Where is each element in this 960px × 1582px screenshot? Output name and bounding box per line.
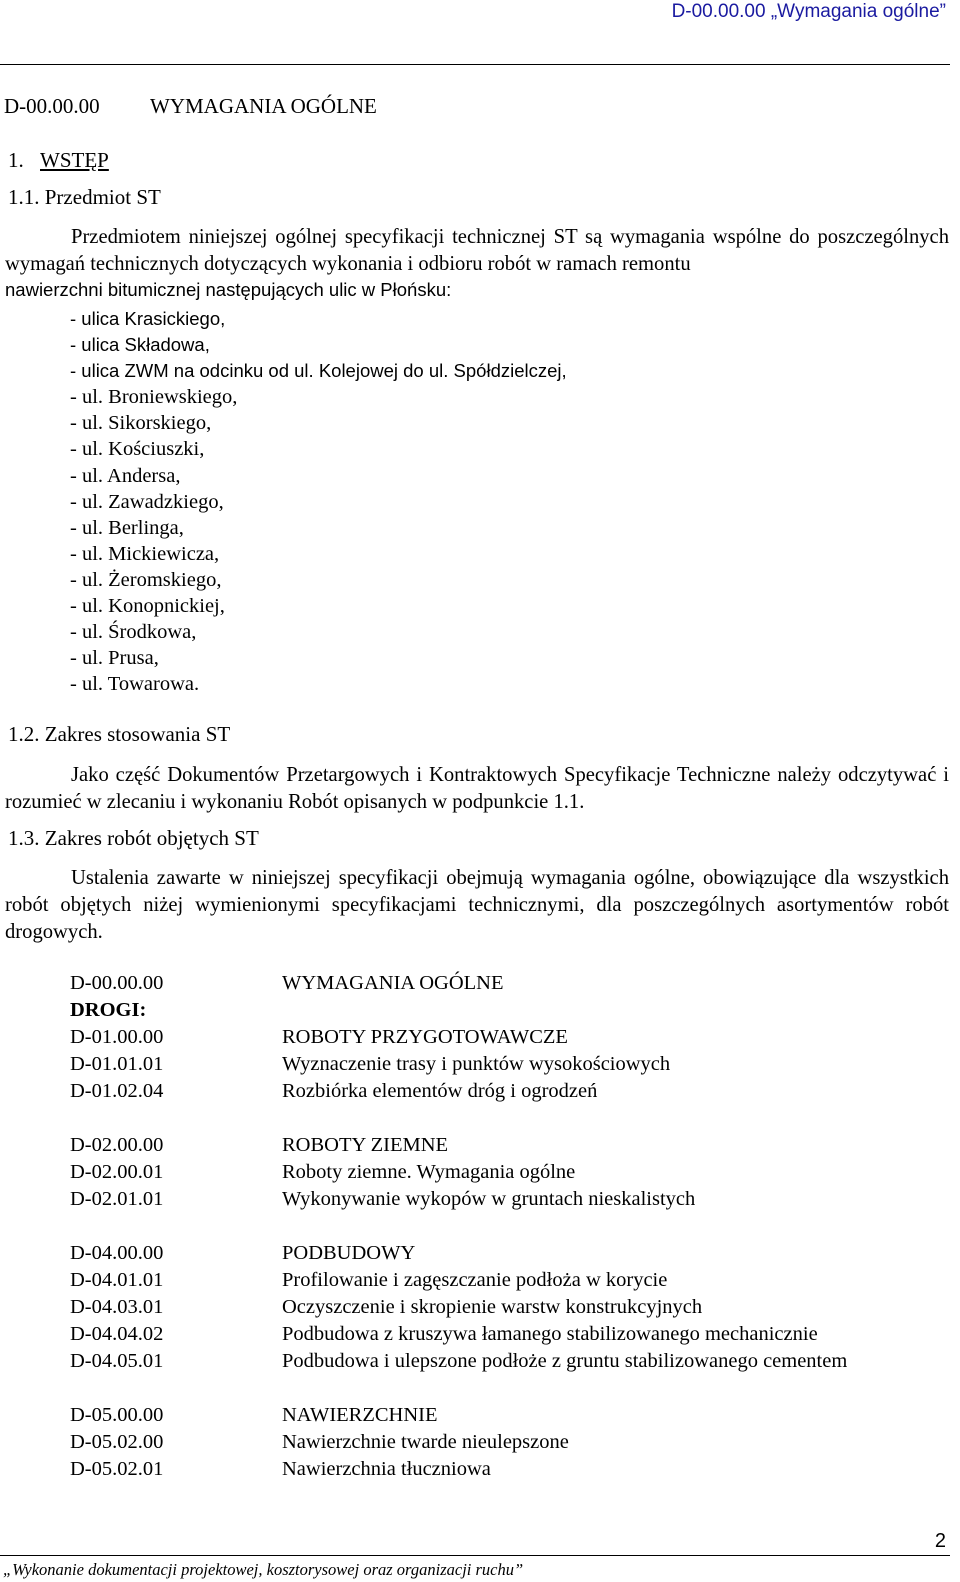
- spec-code: D-04.03.01: [70, 1296, 164, 1318]
- spec-code: D-04.05.01: [70, 1350, 164, 1372]
- street-list-item: - ulica ZWM na odcinku od ul. Kolejowej do ul. Spółdzielczej,: [70, 360, 567, 382]
- spec-code: D-04.01.01: [70, 1269, 164, 1291]
- section-title: WSTĘP: [40, 148, 109, 172]
- section-number: 1.: [8, 148, 24, 172]
- spec-code: D-02.00.01: [70, 1161, 164, 1183]
- spec-group-label: DROGI:: [70, 999, 147, 1021]
- spec-name: Rozbiórka elementów dróg i ogrodzeń: [282, 1080, 598, 1102]
- spec-row: [70, 999, 847, 1026]
- header-divider: [0, 64, 950, 65]
- street-list-item: - ul. Kościuszki,: [70, 438, 205, 461]
- spec-spacer: [70, 1215, 847, 1242]
- spec-name: Oczyszczenie i skropienie warstw konstrukcyjnych: [282, 1296, 703, 1318]
- spec-name: Roboty ziemne. Wymagania ogólne: [282, 1161, 576, 1183]
- paragraph-1-1-text: Przedmiotem niniejszej ogólnej specyfikacji technicznej ST są wymagania wspólne do poszczególnych wymagań technicznych dotyczących wykonania i odbioru robót w ramach remontu: [5, 226, 949, 275]
- spec-name: Podbudowa i ulepszone podłoże z gruntu stabilizowanego cementem: [282, 1350, 848, 1372]
- spec-name: PODBUDOWY: [282, 1242, 416, 1264]
- page-number: 2: [934, 1530, 946, 1552]
- spec-row: [70, 1269, 847, 1296]
- spec-name: ROBOTY ZIEMNE: [282, 1134, 449, 1156]
- spec-code: D-05.00.00: [70, 1404, 164, 1426]
- spec-row: [70, 1134, 847, 1161]
- spec-code: D-01.01.01: [70, 1053, 164, 1075]
- spec-name: Wykonywanie wykopów w gruntach nieskalistych: [282, 1188, 696, 1210]
- street-list-item: - ul. Sikorskiego,: [70, 412, 212, 435]
- street-list-item: - ul. Żeromskiego,: [70, 568, 222, 591]
- document-title-text: WYMAGANIA OGÓLNE: [150, 94, 377, 118]
- subsection-heading-1-1: 1.1. Przedmiot ST: [8, 185, 161, 209]
- spec-row: [70, 1404, 847, 1431]
- spec-name: [282, 999, 847, 1026]
- subsection-heading-1-2: 1.2. Zakres stosowania ST: [8, 722, 231, 746]
- spec-code: D-00.00.00: [70, 972, 164, 994]
- spec-code: D-02.01.01: [70, 1188, 164, 1210]
- spec-code: D-02.00.00: [70, 1134, 164, 1156]
- spec-spacer: [70, 1377, 847, 1404]
- spec-row: [70, 1350, 847, 1377]
- street-list-item: - ul. Prusa,: [70, 647, 159, 670]
- paragraph-1-1-line3: nawierzchni bitumicznej następujących ulic w Płońsku:: [5, 279, 452, 300]
- spec-name: NAWIERZCHNIE: [282, 1404, 438, 1426]
- street-list-item: - ul. Mickiewicza,: [70, 542, 220, 565]
- spec-code: D-05.02.00: [70, 1431, 164, 1453]
- paragraph-1-2-text: Jako część Dokumentów Przetargowych i Kontraktowych Specyfikacje Techniczne należy odczytywać i rozumieć w zlecaniu i wykonaniu Robót opisanych w podpunkcie 1.1.: [5, 764, 949, 813]
- paragraph-1-3-text: Ustalenia zawarte w niniejszej specyfikacji obejmują wymagania ogólne, obowiązujące dla wszystkich robót objętych niżej wymienionymi specyfikacjami technicznymi, dla poszczególnych asortymentów robót drogowych.: [5, 867, 949, 943]
- street-list-item: - ul. Broniewskiego,: [70, 386, 238, 409]
- spec-row: [70, 1242, 847, 1269]
- spec-code: D-01.02.04: [70, 1080, 164, 1102]
- street-list-item: - ul. Zawadzkiego,: [70, 490, 224, 513]
- document-title: [4, 94, 377, 119]
- paragraph-1-3: [5, 865, 949, 946]
- subsection-heading-1-3: 1.3. Zakres robót objętych ST: [8, 826, 259, 850]
- street-list-item: - ulica Krasickiego,: [70, 308, 226, 329]
- spec-name: Podbudowa z kruszywa łamanego stabilizowanego mechanicznie: [282, 1323, 818, 1345]
- spec-row: [70, 1458, 847, 1485]
- spec-code: D-01.00.00: [70, 1026, 164, 1048]
- footer-divider: [0, 1555, 950, 1556]
- street-list-item: - ulica Składowa,: [70, 334, 210, 356]
- paragraph-1-1: [5, 224, 949, 278]
- spec-row: [70, 1053, 847, 1080]
- spec-name: ROBOTY PRZYGOTOWAWCZE: [282, 1026, 568, 1048]
- street-list-item: - ul. Berlinga,: [70, 516, 184, 539]
- street-list-item: - ul. Środkowa,: [70, 621, 197, 644]
- spec-row: [70, 972, 847, 999]
- spec-code: D-04.00.00: [70, 1242, 164, 1264]
- spec-name: Profilowanie i zagęszczanie podłoża w korycie: [282, 1269, 668, 1291]
- spec-name: Wyznaczenie trasy i punktów wysokościowych: [282, 1053, 671, 1075]
- specification-list: [70, 972, 847, 1485]
- document-code: D-00.00.00: [4, 94, 100, 118]
- paragraph-1-2: [5, 762, 949, 816]
- street-list-item: - ul. Andersa,: [70, 464, 181, 487]
- spec-name: WYMAGANIA OGÓLNE: [282, 972, 504, 994]
- spec-row: [70, 1026, 847, 1053]
- street-list: [70, 306, 567, 697]
- spec-row: [70, 1080, 847, 1107]
- spec-row: [70, 1188, 847, 1215]
- spec-name: Nawierzchnie twarde nieulepszone: [282, 1431, 569, 1453]
- spec-code: D-04.04.02: [70, 1323, 164, 1345]
- section-heading-1: [8, 148, 109, 173]
- spec-code: D-05.02.01: [70, 1458, 164, 1480]
- street-list-item: - ul. Konopnickiej,: [70, 595, 225, 618]
- spec-row: [70, 1323, 847, 1350]
- spec-row: [70, 1296, 847, 1323]
- spec-spacer: [70, 1107, 847, 1134]
- footer-text: „Wykonanie dokumentacji projektowej, kosztorysowej oraz organizacji ruchu”: [3, 1560, 524, 1579]
- spec-row: [70, 1161, 847, 1188]
- spec-row: [70, 1431, 847, 1458]
- street-list-item: - ul. Towarowa.: [70, 673, 200, 696]
- spec-name: Nawierzchnia tłuczniowa: [282, 1458, 491, 1480]
- running-header: D-00.00.00 „Wymagania ogólne”: [671, 1, 946, 22]
